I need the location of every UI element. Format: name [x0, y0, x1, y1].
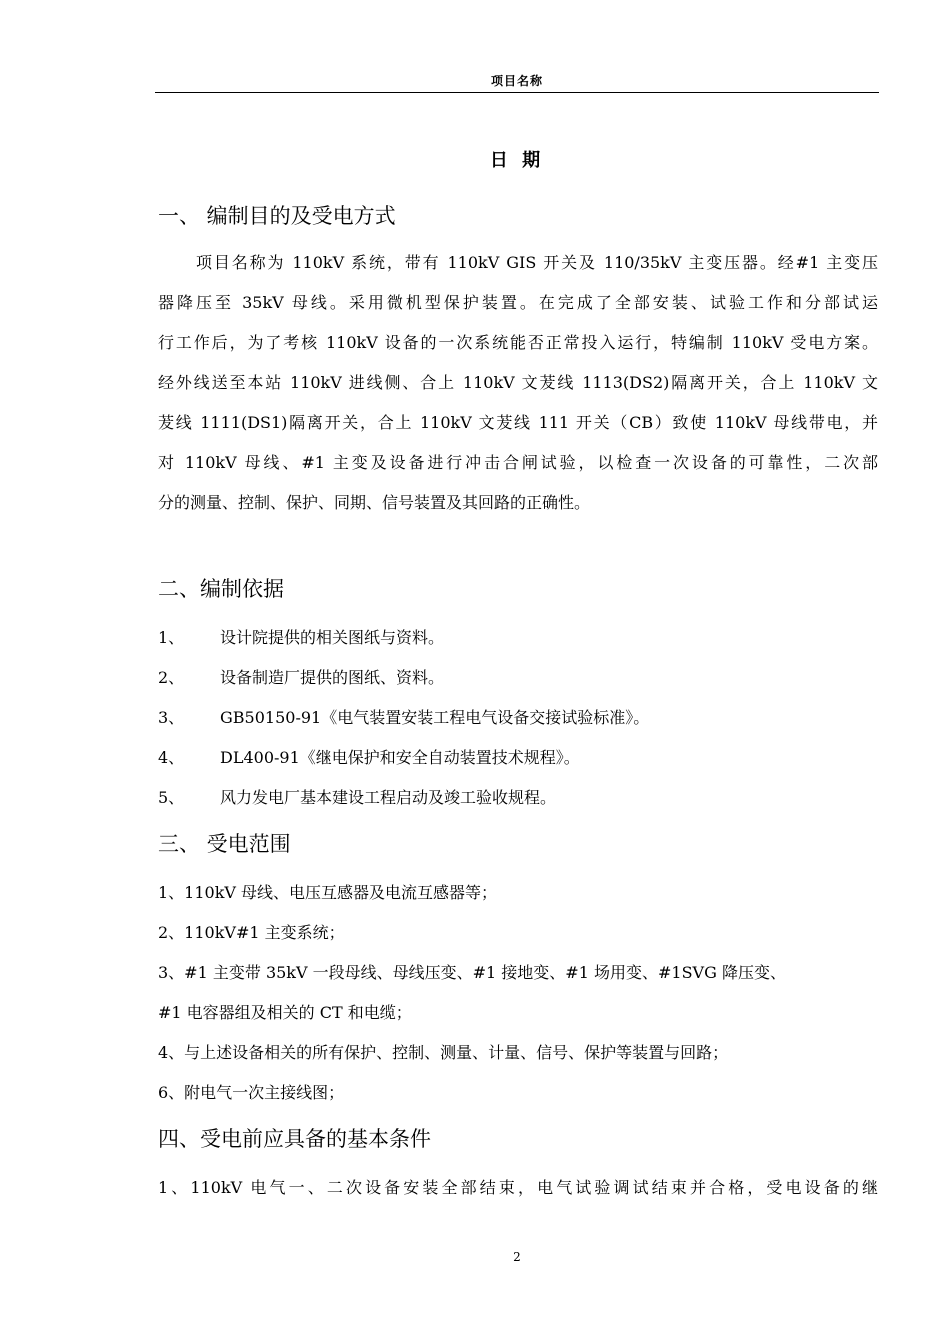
date-title: 日 期 [489, 150, 545, 171]
section-heading-purpose: 一、 编制目的及受电方式 [158, 204, 396, 228]
list-item [158, 625, 444, 648]
running-header: 项目名称 [490, 74, 543, 88]
paragraph-line: 器降压至 35kV 母线。采用微机型保护装置。在完成了全部安装、试验工作和分部试运 [158, 293, 878, 312]
paragraph-line: 项目名称为 110kV 系统，带有 110kV GIS 开关及 110/35kV 主变压器。经#1 主变压 [196, 253, 878, 272]
list-item-text: 设备制造厂提供的图纸、资料。 [220, 668, 445, 687]
scope-line: #1 电容器组及相关的 CT 和电缆； [158, 1003, 412, 1022]
list-item-text: DL400-91《继电保护和安全自动装置技术规程》。 [220, 748, 580, 767]
paragraph-line: 1、110kV 电气一、二次设备安装全部结束，电气试验调试结束并合格，受电设备的继 [158, 1178, 878, 1197]
page-number: 2 [513, 1250, 521, 1264]
paragraph-line: 行工作后，为了考核 110kV 设备的一次系统能否正常投入运行，特编制 110kV 受电方案。 [158, 333, 878, 352]
section-heading-basis: 二、编制依据 [158, 577, 284, 601]
paragraph-line: 茇线 1111(DS1)隔离开关，合上 110kV 文茇线 111 开关（CB）致使 110kV 母线带电，并 [158, 413, 878, 432]
list-item-text: 风力发电厂基本建设工程启动及竣工验收规程。 [220, 788, 557, 807]
section-heading-scope: 三、 受电范围 [158, 832, 291, 856]
list-item-text: GB50150-91《电气装置安装工程电气设备交接试验标准》。 [220, 708, 650, 727]
header-divider [155, 92, 879, 93]
paragraph-line: 对 110kV 母线、#1 主变及设备进行冲击合闸试验，以检查一次设备的可靠性，二次部 [158, 453, 878, 472]
list-item [158, 665, 444, 688]
list-item-number: 2、 [158, 668, 185, 687]
scope-line: 3、#1 主变带 35kV 一段母线、母线压变、#1 接地变、#1 场用变、#1SVG 降压变、 [158, 963, 786, 982]
list-item-number: 3、 [158, 708, 185, 727]
list-item [158, 745, 580, 768]
scope-line: 1、110kV 母线、电压互感器及电流互感器等； [158, 883, 498, 902]
paragraph-line: 经外线送至本站 110kV 进线侧、合上 110kV 文茇线 1113(DS2)隔离开关，合上 110kV 文 [158, 373, 878, 392]
list-item-number: 4、 [158, 748, 185, 767]
scope-line: 6、附电气一次主接线图； [158, 1083, 345, 1102]
scope-line: 4、与上述设备相关的所有保护、控制、测量、计量、信号、保护等装置与回路； [158, 1043, 729, 1062]
list-item [158, 705, 649, 728]
list-item-text: 设计院提供的相关图纸与资料。 [220, 628, 445, 647]
list-item [158, 785, 556, 808]
section-heading-conditions: 四、受电前应具备的基本条件 [158, 1127, 431, 1151]
list-item-number: 1、 [158, 628, 185, 647]
scope-line: 2、110kV#1 主变系统； [158, 923, 345, 942]
list-item-number: 5、 [158, 788, 185, 807]
paragraph-line: 分的测量、控制、保护、同期、信号装置及其回路的正确性。 [158, 493, 591, 512]
